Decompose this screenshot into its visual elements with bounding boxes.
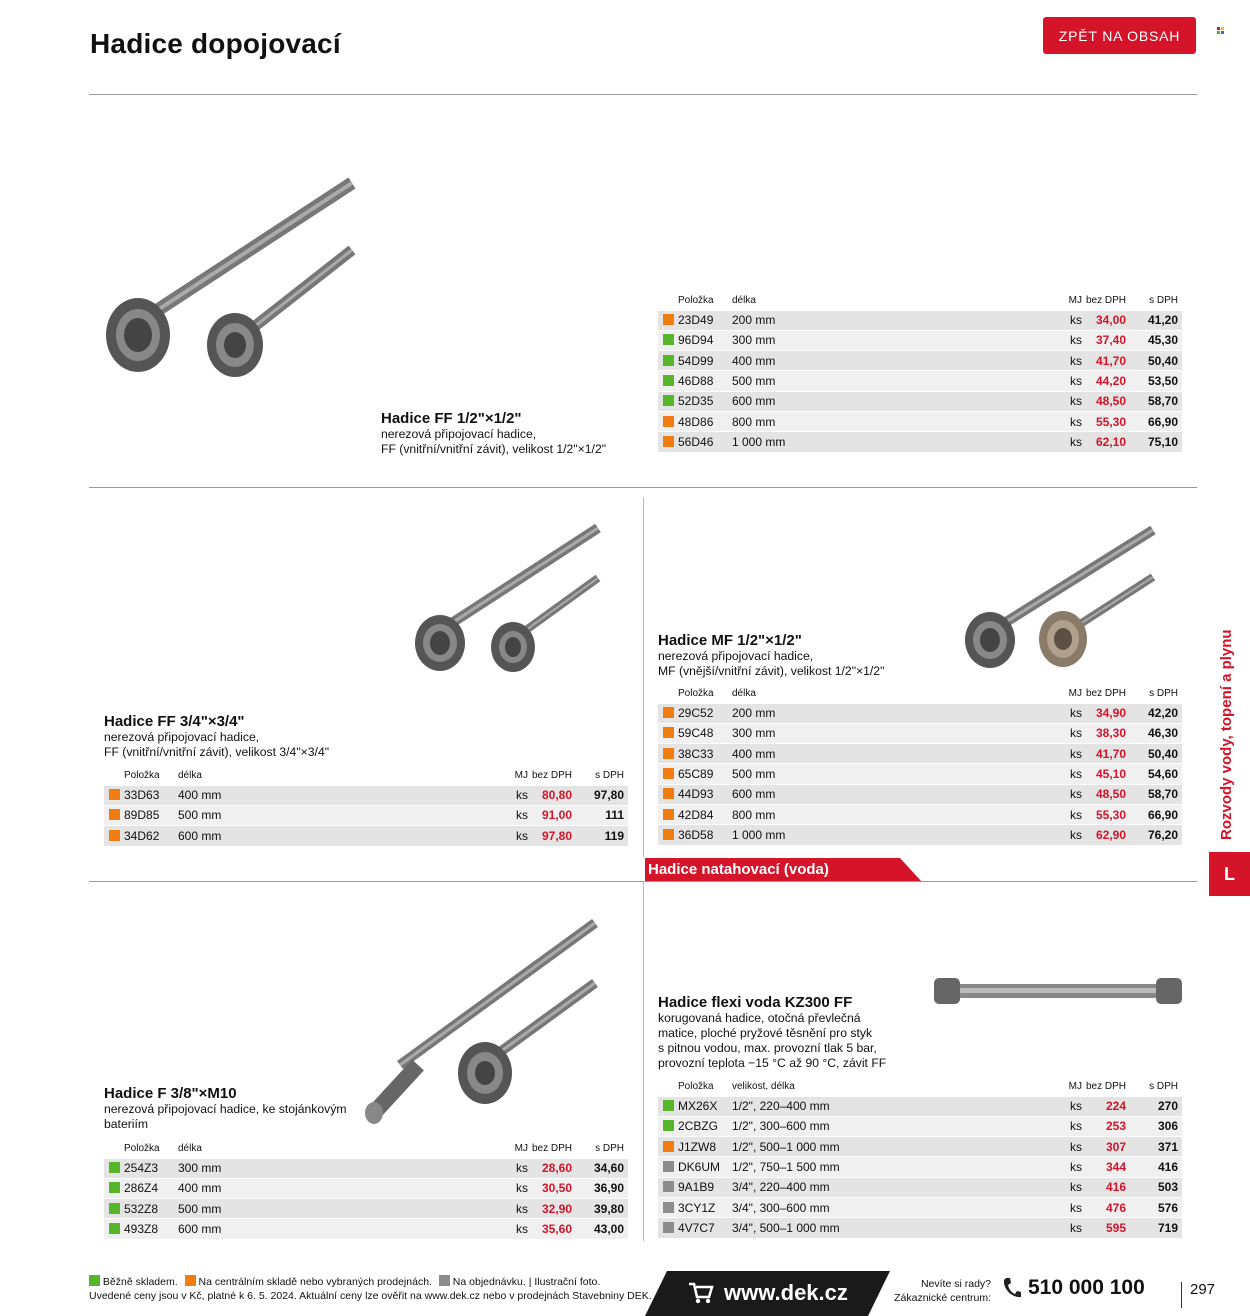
item-code: 89D85 [124,805,178,825]
phone-icon [1002,1277,1022,1299]
product-description-line: nerezová připojovací hadice, ke stojánkovým [104,1102,347,1116]
product-title: Hadice FF 3/4"×3/4" [104,713,245,730]
table-row [658,371,1182,391]
price-vat: 719 [1132,1218,1182,1238]
price-no-vat: 37,40 [1086,330,1132,350]
col-vat: s DPH [595,1143,624,1155]
item-unit: ks [1064,784,1086,804]
price-no-vat: 97,80 [532,826,578,846]
stock-status-icon [109,1223,120,1234]
item-code: 56D46 [678,432,732,452]
item-code: 65C89 [678,764,732,784]
item-unit: ks [510,1158,532,1178]
item-code: 36D58 [678,825,732,845]
product-description [104,730,329,760]
phone-number-text: 510 000 100 [1028,1276,1145,1299]
table-row [658,744,1182,764]
item-code: 38C33 [678,744,732,764]
table-row [658,1137,1182,1157]
col-item: Položka [124,770,160,782]
price-vat: 50,40 [1132,744,1182,764]
item-code: 254Z3 [124,1158,178,1178]
table-header [658,685,1182,703]
item-length: 3/4", 220–400 mm [732,1177,1064,1197]
price-vat: 53,50 [1132,371,1182,391]
item-unit: ks [1064,825,1086,845]
legend-on-order: Na objednávku. [452,1276,526,1288]
item-length: 200 mm [732,703,1064,723]
product-description-line: nerezová připojovací hadice, [104,730,260,744]
price-table [658,292,1182,452]
table-row [658,723,1182,743]
legend-note: | Ilustrační foto. [528,1276,601,1288]
price-vat: 111 [578,805,628,825]
product-title: Hadice FF 1/2"×1/2" [381,410,522,427]
item-length: 400 mm [732,744,1064,764]
item-length: 200 mm [732,310,1064,330]
stock-status-icon [663,1161,674,1172]
stock-status-icon [663,395,674,406]
price-vat: 39,80 [578,1199,628,1219]
price-vat: 45,30 [1132,330,1182,350]
phone-number[interactable] [1002,1276,1145,1300]
in-stock-icon [89,1275,100,1286]
item-unit: ks [1064,391,1086,411]
table-row [658,804,1182,824]
item-unit: ks [510,1178,532,1198]
item-unit: ks [1064,1197,1086,1217]
table-row [658,1157,1182,1177]
item-code: 52D35 [678,391,732,411]
item-length: 600 mm [732,784,1064,804]
stock-status-icon [663,809,674,820]
price-vat: 66,90 [1132,804,1182,824]
price-vat: 34,60 [578,1158,628,1178]
stock-status-icon [109,1162,120,1173]
price-table [104,1140,628,1239]
item-code: 2CBZG [678,1116,732,1136]
item-length: 3/4", 500–1 000 mm [732,1218,1064,1238]
price-vat: 503 [1132,1177,1182,1197]
product-description [104,1102,347,1132]
col-item: Položka [678,688,714,700]
col-no-vat: bez DPH [1086,688,1127,700]
table-row [658,1218,1182,1238]
stock-status-icon [109,789,120,800]
table-row [658,825,1182,845]
item-unit: ks [1064,1096,1086,1116]
price-vat: 43,00 [578,1219,628,1239]
item-unit: ks [1064,764,1086,784]
table-row [104,785,628,805]
stock-status-icon [663,727,674,738]
table-row [658,1096,1182,1116]
stock-status-icon [663,436,674,447]
price-no-vat: 62,10 [1086,432,1132,452]
col-vat: s DPH [1149,295,1178,307]
table-row [658,1116,1182,1136]
col-no-vat: bez DPH [1086,295,1127,307]
item-unit: ks [1064,1157,1086,1177]
price-vat: 54,60 [1132,764,1182,784]
stock-status-icon [109,809,120,820]
item-code: 33D63 [124,785,178,805]
chapter-tab[interactable]: L [1209,852,1250,896]
product-description-line: FF (vnitřní/vnitřní závit), velikost 3/4"×3/4" [104,745,330,759]
price-no-vat: 416 [1086,1177,1132,1197]
item-unit: ks [1064,723,1086,743]
product-description-line: FF (vnitřní/vnitřní závit), velikost 1/2"×1/2" [381,442,607,456]
table-header [104,1140,628,1158]
on-order-icon [439,1275,450,1286]
stock-status-icon [663,355,674,366]
website-link[interactable]: www.dek.cz [724,1280,848,1305]
item-length: 1/2", 500–1 000 mm [732,1137,1064,1157]
price-no-vat: 38,30 [1086,723,1132,743]
price-no-vat: 48,50 [1086,391,1132,411]
item-unit: ks [510,826,532,846]
table-row [658,391,1182,411]
table-row [658,330,1182,350]
hose-ff-34-image [410,520,605,675]
table-row [658,764,1182,784]
price-disclaimer: Uvedené ceny jsou v Kč, platné k 6. 5. 2024. Aktuální ceny lze ověřit na www.dek.cz nebo v prodejnách Stavebniny DEK. [89,1290,652,1302]
item-unit: ks [1064,411,1086,431]
price-vat: 306 [1132,1116,1182,1136]
table-header [658,1078,1182,1096]
price-no-vat: 34,90 [1086,703,1132,723]
price-no-vat: 55,30 [1086,804,1132,824]
price-no-vat: 28,60 [532,1158,578,1178]
price-vat: 50,40 [1132,351,1182,371]
item-length: 1 000 mm [732,432,1064,452]
price-vat: 36,90 [578,1178,628,1198]
central-stock-icon [185,1275,196,1286]
product-description-line: matice, ploché pryžové těsnění pro styk [658,1026,873,1040]
item-length: 500 mm [178,805,510,825]
item-code: 23D49 [678,310,732,330]
price-vat: 66,90 [1132,411,1182,431]
col-no-vat: bez DPH [532,1143,573,1155]
table-row [658,1197,1182,1217]
table-row [104,1178,628,1198]
price-no-vat: 253 [1086,1116,1132,1136]
stock-status-icon [109,830,120,841]
product-description-line: MF (vnější/vnitřní závit), velikost 1/2"×1/2" [658,664,885,678]
stock-status-icon [663,829,674,840]
price-vat: 46,30 [1132,723,1182,743]
item-length: 400 mm [178,785,510,805]
price-no-vat: 224 [1086,1096,1132,1116]
page-title: Hadice dopojovací [90,28,341,59]
item-code: 532Z8 [124,1199,178,1219]
divider [89,487,1197,488]
price-no-vat: 32,90 [532,1199,578,1219]
col-vat: s DPH [595,770,624,782]
stock-status-icon [663,707,674,718]
stock-status-icon [663,314,674,325]
item-length: 400 mm [732,351,1064,371]
section-tag-label: Hadice natahovací (voda) [648,861,829,878]
item-unit: ks [510,1219,532,1239]
table-row [104,1158,628,1178]
divider [643,497,644,857]
price-vat: 576 [1132,1197,1182,1217]
col-item: Položka [124,1143,160,1155]
col-no-vat: bez DPH [532,770,573,782]
product-title: Hadice flexi voda KZ300 FF [658,994,853,1011]
item-code: 3CY1Z [678,1197,732,1217]
divider [1181,1282,1182,1308]
stock-status-icon [663,1141,674,1152]
cart-icon [688,1281,714,1305]
product-description-line: bateriím [104,1117,149,1131]
product-description-line: nerezová připojovací hadice, [658,649,814,663]
table-row [658,310,1182,330]
item-unit: ks [1064,1116,1086,1136]
price-vat: 270 [1132,1096,1182,1116]
stock-status-icon [663,1181,674,1192]
price-no-vat: 34,00 [1086,310,1132,330]
price-no-vat: 91,00 [532,805,578,825]
item-unit: ks [1064,330,1086,350]
table-row [104,805,628,825]
item-code: 59C48 [678,723,732,743]
item-code: 9A1B9 [678,1177,732,1197]
price-vat: 97,80 [578,785,628,805]
price-no-vat: 45,10 [1086,764,1132,784]
stock-status-icon [663,416,674,427]
col-unit: MJ [1068,1081,1082,1093]
table-row [658,351,1182,371]
item-code: DK6UM [678,1157,732,1177]
item-code: MX26X [678,1096,732,1116]
col-unit: MJ [514,1143,528,1155]
price-vat: 41,20 [1132,310,1182,330]
price-no-vat: 41,70 [1086,351,1132,371]
divider [89,94,1197,95]
item-code: 54D99 [678,351,732,371]
back-to-contents-button[interactable]: ZPĚT NA OBSAH [1043,17,1196,54]
item-length: 300 mm [732,723,1064,743]
price-vat: 76,20 [1132,825,1182,845]
chapter-label: Rozvody vody, topení a plynu [1218,629,1235,840]
item-length: 1/2", 300–600 mm [732,1116,1064,1136]
help-line: Zákaznické centrum: [894,1292,991,1304]
stock-status-icon [109,1182,120,1193]
table-row [104,826,628,846]
price-no-vat: 41,70 [1086,744,1132,764]
hose-f-38-m10-image [360,915,600,1135]
col-length: délka [732,295,756,307]
item-length: 400 mm [178,1178,510,1198]
price-vat: 119 [578,826,628,846]
stock-status-icon [109,1203,120,1214]
table-row [658,432,1182,452]
price-no-vat: 344 [1086,1157,1132,1177]
item-unit: ks [1064,1137,1086,1157]
item-unit: ks [510,805,532,825]
price-no-vat: 55,30 [1086,411,1132,431]
stock-status-icon [663,768,674,779]
price-vat: 75,10 [1132,432,1182,452]
stock-status-icon [663,334,674,345]
product-title: Hadice F 3/8"×M10 [104,1085,237,1102]
col-unit: MJ [1068,688,1082,700]
item-unit: ks [1064,371,1086,391]
item-code: 34D62 [124,826,178,846]
col-item: Položka [678,295,714,307]
item-length: 1/2", 750–1 500 mm [732,1157,1064,1177]
table-row [658,1177,1182,1197]
item-code: 48D86 [678,411,732,431]
item-code: 493Z8 [124,1219,178,1239]
divider [643,881,644,1241]
table-header [104,767,628,785]
price-vat: 58,70 [1132,391,1182,411]
product-description-line: nerezová připojovací hadice, [381,427,537,441]
item-code: 42D84 [678,804,732,824]
item-code: 46D88 [678,371,732,391]
hose-mf-12-image [960,522,1160,677]
col-length: velikost, délka [732,1081,795,1093]
col-vat: s DPH [1149,1081,1178,1093]
price-no-vat: 80,80 [532,785,578,805]
price-no-vat: 595 [1086,1218,1132,1238]
item-length: 300 mm [732,330,1064,350]
table-row [104,1219,628,1239]
stock-status-icon [663,1222,674,1233]
item-code: 286Z4 [124,1178,178,1198]
item-unit: ks [1064,703,1086,723]
item-unit: ks [510,785,532,805]
col-length: délka [178,1143,202,1155]
help-text [893,1277,991,1305]
item-length: 300 mm [178,1158,510,1178]
item-length: 500 mm [732,764,1064,784]
table-row [658,784,1182,804]
price-no-vat: 307 [1086,1137,1132,1157]
col-vat: s DPH [1149,688,1178,700]
product-description-line: s pitnou vodou, max. provozní tlak 5 bar, [658,1041,877,1055]
item-length: 800 mm [732,411,1064,431]
item-unit: ks [510,1199,532,1219]
price-no-vat: 48,50 [1086,784,1132,804]
table-row [104,1199,628,1219]
item-unit: ks [1064,1177,1086,1197]
col-unit: MJ [514,770,528,782]
item-length: 1 000 mm [732,825,1064,845]
legend-central-stock: Na centrálním skladě nebo vybraných prodejnách. [198,1276,432,1288]
product-title: Hadice MF 1/2"×1/2" [658,632,802,649]
item-code: 44D93 [678,784,732,804]
item-length: 800 mm [732,804,1064,824]
hose-ff-12-image [100,175,360,385]
item-code: 96D94 [678,330,732,350]
product-description-line: provozní teplota −15 °C až 90 °C, závit FF [658,1056,887,1070]
price-vat: 42,20 [1132,703,1182,723]
product-description [658,649,884,679]
table-row [658,703,1182,723]
price-vat: 371 [1132,1137,1182,1157]
product-description [658,1011,886,1071]
table-header [658,292,1182,310]
item-unit: ks [1064,1218,1086,1238]
item-length: 600 mm [178,826,510,846]
price-table [658,1078,1182,1238]
price-no-vat: 62,90 [1086,825,1132,845]
footer-legend [89,1275,652,1303]
stock-status-icon [663,788,674,799]
item-code: 4V7C7 [678,1218,732,1238]
col-length: délka [732,688,756,700]
item-length: 500 mm [178,1199,510,1219]
price-vat: 58,70 [1132,784,1182,804]
item-length: 3/4", 300–600 mm [732,1197,1064,1217]
col-no-vat: bez DPH [1086,1081,1127,1093]
stock-status-icon [663,1202,674,1213]
item-length: 600 mm [178,1219,510,1239]
product-description-line: korugovaná hadice, otočná převlečná [658,1011,861,1025]
stock-status-icon [663,748,674,759]
item-length: 500 mm [732,371,1064,391]
stock-status-icon [663,1120,674,1131]
price-table [658,685,1182,845]
product-description [381,427,606,457]
item-unit: ks [1064,310,1086,330]
item-unit: ks [1064,351,1086,371]
color-dots-icon [1216,26,1226,36]
price-no-vat: 476 [1086,1197,1132,1217]
help-line: Nevíte si rady? [920,1278,991,1290]
stock-status-icon [663,375,674,386]
page-number: 297 [1190,1281,1216,1298]
hose-flexi-kz300-image [930,972,1186,1010]
legend-in-stock: Běžně skladem. [102,1276,178,1288]
price-vat: 416 [1132,1157,1182,1177]
price-no-vat: 30,50 [532,1178,578,1198]
item-code: J1ZW8 [678,1137,732,1157]
col-unit: MJ [1068,295,1082,307]
col-length: délka [178,770,202,782]
price-no-vat: 35,60 [532,1219,578,1239]
item-unit: ks [1064,432,1086,452]
price-table [104,767,628,846]
stock-status-icon [663,1100,674,1111]
item-length: 1/2", 220–400 mm [732,1096,1064,1116]
price-no-vat: 44,20 [1086,371,1132,391]
item-unit: ks [1064,804,1086,824]
item-code: 29C52 [678,703,732,723]
table-row [658,411,1182,431]
item-length: 600 mm [732,391,1064,411]
col-item: Položka [678,1081,714,1093]
item-unit: ks [1064,744,1086,764]
